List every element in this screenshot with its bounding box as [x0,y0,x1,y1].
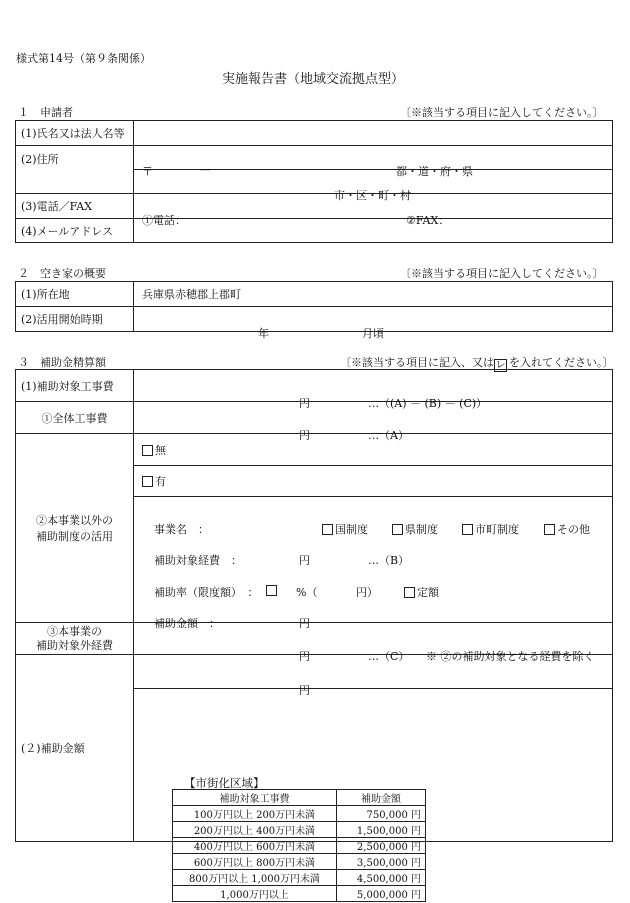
form-number: 様式第14号（第９条関係） [16,52,151,65]
table-row: 200万円以上 400万円未満 [173,822,337,838]
grant-table-cell [134,689,613,901]
none-checkbox[interactable] [142,445,153,456]
total-cost-label: ①全体工事費 [16,402,134,434]
yen-unit: 円 [299,554,310,567]
system-option-3[interactable]: 市町制度 [462,521,519,537]
yen-close-text: 円） [356,585,378,599]
prefecture-units: 都・道・府・県 [396,164,473,178]
formula-text: …（(A) － (B) － (C)） [368,396,488,410]
subsidy-table [15,369,613,901]
fax-field-label: ②FAX： [406,214,450,227]
system-option-2[interactable]: 県制度 [392,521,438,537]
phone-field-label: ①電話： [142,214,186,227]
location-value[interactable]: 兵庫県赤穂郡上郡町 [134,282,613,307]
table-row: 1,500,000 円 [337,822,426,838]
section3-note: 〔※該当する項目に記入、又は レ を入れてください。〕 [340,356,614,371]
table-row: 1,000万円以上 [173,886,337,902]
page-title: 実施報告書（地域交流拠点型） [222,72,405,87]
email-label: (4)メールアドレス [16,219,134,243]
section2-note: 〔※該当する項目に記入してください。〕 [400,267,604,280]
yen-unit: 円 [299,396,310,410]
excluded-cost-label: ③本事業の 補助対象外経費 [16,623,134,655]
start-period-label: (2)活用開始時期 [16,307,134,332]
applicant-table [15,120,613,243]
yen-unit: 円 [299,683,310,697]
section1-note: 〔※該当する項目に記入してください。〕 [400,106,604,119]
address-label: (2)住所 [16,146,134,194]
year-unit: 年 [258,327,269,340]
percent-text: %（ [296,585,318,599]
target-cost-mark: …（B） [368,554,410,567]
yen-unit: 円 [299,617,310,631]
postal-mark: 〒 [142,164,153,178]
subsidy-target-label: (1)補助対象工事費 [16,370,134,402]
project-name-cell[interactable] [134,497,613,537]
table-row: 800万円以上 1,000万円未満 [173,870,337,886]
yen-unit: 円 [299,649,310,663]
phone-label: (3)電話／FAX [16,194,134,219]
table-row: 100万円以上 200万円未満 [173,806,337,822]
address-prefecture-field[interactable] [134,146,613,178]
subsidy-target-field[interactable] [134,370,613,410]
project-name-label: 事業名 ： [154,523,209,537]
grant-label: (２)補助金額 [16,655,134,842]
vacant-house-table [15,281,613,340]
other-system-label: ②本事業以外の 補助制度の活用 [16,434,134,623]
excluded-mark: …（C） [368,649,410,663]
check-sample-box: レ [495,360,506,371]
start-period-field[interactable] [134,307,613,340]
total-mark: …（A） [368,428,409,442]
table-header: 補助金額 [337,790,426,806]
month-unit: 月頃 [362,327,384,340]
table-row: 5,000,000 円 [337,886,426,902]
name-label: (1)氏名又は法人名等 [16,121,134,146]
section1-heading: １ 申請者 [18,106,73,119]
table-title: 【市街化区域】 [184,776,265,790]
fixed-amount-option[interactable]: 定額 [404,584,439,600]
yes-checkbox[interactable] [142,476,153,487]
yen-unit: 円 [299,428,310,442]
yes-option-cell[interactable] [134,466,613,497]
postal-dash: — [200,162,211,176]
grant-amount-table [172,789,426,902]
section2-heading: ２ 空き家の概要 [18,267,106,280]
excluded-note: ※ ②の補助対象となる経費を除く [426,649,595,663]
table-row: 600万円以上 800万円未満 [173,854,337,870]
table-row: 2,500,000 円 [337,838,426,854]
table-row: 4,500,000 円 [337,870,426,886]
rate-checkbox[interactable] [266,584,279,597]
table-row: 400万円以上 600万円未満 [173,838,337,854]
email-field[interactable] [134,219,613,243]
section3-heading: ３ 補助金精算額 [18,356,106,369]
none-option-label: 無 [155,443,166,457]
rate-label: 補助率（限度額） ： [154,585,259,599]
table-row: 750,000 円 [337,806,426,822]
system-option-1[interactable]: 国制度 [322,521,368,537]
target-cost-label: 補助対象経費 ： [154,554,242,567]
grant-amount-label: 補助金額 ： [154,617,220,631]
system-option-4[interactable]: その他 [544,521,590,537]
name-field[interactable] [134,121,613,146]
city-units: 市・区・町・村 [334,188,411,202]
yes-option-label: 有 [155,475,166,488]
table-row: 3,500,000 円 [337,854,426,870]
table-header: 補助対象工事費 [173,790,337,806]
location-label: (1)所在地 [16,282,134,307]
